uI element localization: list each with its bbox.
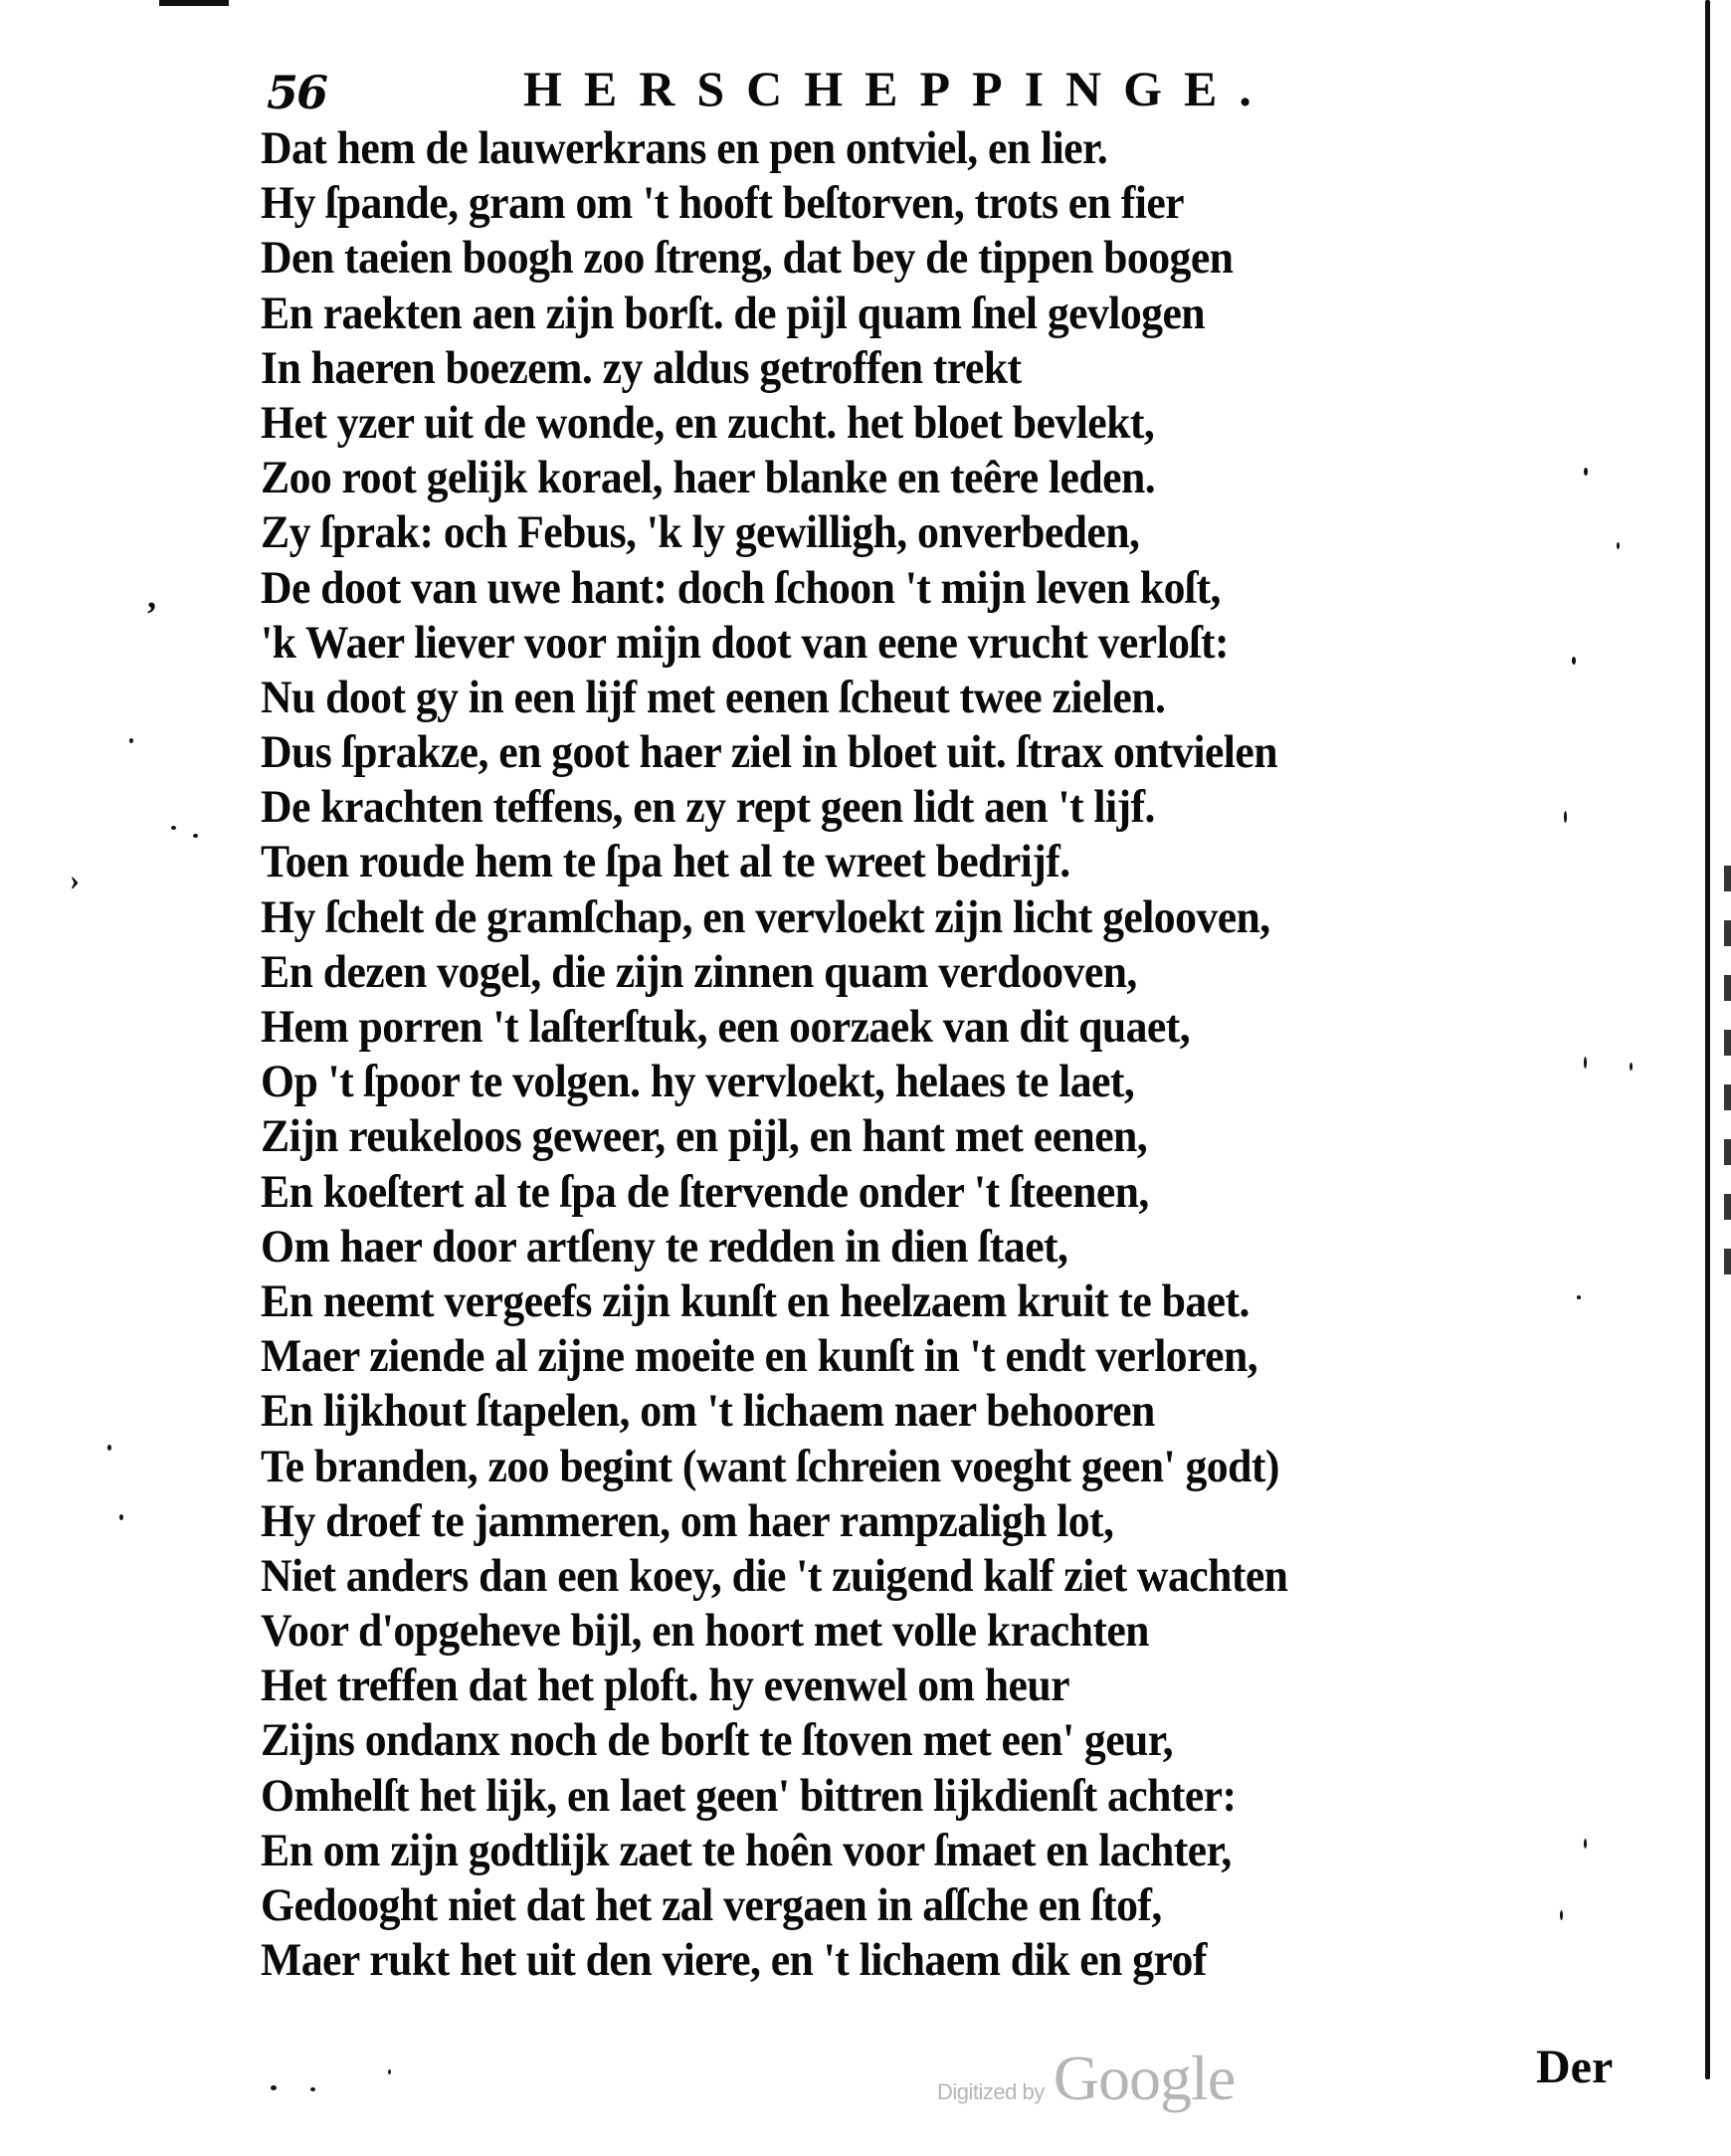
verse-line: Den taeien boogh zoo ſtreng, dat bey de tippen boogen	[261, 232, 1234, 285]
verse-line: Hem porren 't laſterſtuk, een oorzaek van dit quaet,	[261, 1001, 1191, 1053]
margin-speck	[1560, 1910, 1563, 1920]
verse-line: Omhelſt het lijk, en laet geen' bittren lijkdienſt achter:	[261, 1769, 1237, 1822]
verse-line: Hy ſpande, gram om 't hooft beſtorven, trots en fier	[261, 177, 1185, 230]
verse-line: En koeſtert al te ſpa de ſtervende onder 't ſteenen,	[261, 1165, 1149, 1218]
verse-line: Maer rukt het uit den viere, en 't lichaem dik en grof	[261, 1934, 1207, 1987]
margin-speck	[193, 834, 198, 838]
scan-artifact	[159, 0, 229, 6]
verse-line: Het yzer uit de wonde, en zucht. het bloet bevlekt,	[261, 396, 1155, 449]
verse-line: Hy ſchelt de gramſchap, en vervloekt zijn licht gelooven,	[261, 890, 1270, 943]
watermark-prefix: Digitized by	[937, 2079, 1045, 2104]
verse-line: Hy droef te jammeren, om haer rampzaligh lot,	[261, 1494, 1114, 1547]
verse-line: Gedooght niet dat het zal vergaen in aſſche en ſtof,	[261, 1879, 1162, 1931]
verse-line: Nu doot gy in een lijf met eenen ſcheut twee zielen.	[261, 671, 1166, 723]
verse-line: In haeren boezem. zy aldus getroffen trekt	[261, 341, 1022, 394]
verse-line: Op 't ſpoor te volgen. hy vervloekt, helaes te laet,	[261, 1056, 1135, 1108]
verse-line: En dezen vogel, die zijn zinnen quam verdooven,	[261, 945, 1137, 998]
verse-line: Zy ſprak: och Febus, 'k ly gewilligh, onverbeden,	[261, 506, 1140, 559]
margin-speck	[271, 2085, 277, 2090]
verse-line: Zijn reukeloos geweer, en pijl, en hant met eenen,	[261, 1110, 1148, 1163]
verse-line: En raekten aen zijn borſt. de pijl quam ſnel gevlogen	[261, 287, 1206, 339]
margin-speck	[1584, 1839, 1587, 1849]
margin-speck	[119, 1514, 123, 1520]
verse-line: De krachten teffens, en zy rept geen lidt aen 't lijf.	[261, 781, 1155, 834]
verse-line: En lijkhout ſtapelen, om 't lichaem naer behooren	[261, 1385, 1155, 1438]
margin-speck	[107, 1445, 111, 1451]
verse-line: Het treffen dat het ploft. hy evenwel om heur	[261, 1660, 1069, 1712]
margin-speck: ›	[70, 864, 80, 896]
catchword: Der	[1536, 2041, 1614, 2093]
running-title: HERSCHEPPINGE.	[523, 61, 1273, 116]
margin-speck	[129, 738, 133, 743]
margin-speck	[1630, 1063, 1633, 1071]
page-number: 56	[267, 66, 327, 119]
margin-speck	[1577, 1295, 1581, 1299]
verse-line: Zijns ondanx noch de borſt te ſtoven met een' geur,	[261, 1714, 1173, 1767]
margin-speck	[171, 826, 176, 830]
verse-line: Toen roude hem te ſpa het al te wreet bedrijf.	[261, 836, 1070, 888]
margin-speck	[1572, 657, 1576, 665]
verse-line: En om zijn godtlijk zaet te hoên voor ſmaet en lachter,	[261, 1824, 1232, 1876]
verse-line: 'k Waer liever voor mijn doot van eene vrucht verloſt:	[261, 616, 1230, 669]
page-gutter-edge	[1705, 0, 1710, 2079]
margin-speck	[1564, 811, 1567, 823]
google-logo-text: Google	[1053, 2043, 1236, 2113]
margin-speck	[1584, 1057, 1587, 1069]
verse-line: Dat hem de lauwerkrans en pen ontviel, en lier.	[261, 122, 1108, 174]
verse-line: Dus ſprakze, en goot haer ziel in bloet uit. ſtrax ontvielen	[261, 726, 1277, 779]
verse-line: Om haer door artſeny te redden in dien ſtaet,	[261, 1220, 1068, 1273]
margin-speck	[1617, 542, 1620, 549]
verse-line: Voor d'opgeheve bijl, en hoort met volle krachten	[261, 1605, 1149, 1658]
margin-speck	[388, 2069, 391, 2074]
verse-line: Maer ziende al zijne moeite en kunſt in 't endt verloren,	[261, 1330, 1258, 1383]
margin-speck	[310, 2087, 315, 2091]
margin-speck: ,	[147, 576, 156, 616]
facing-page-bleed	[1724, 866, 1731, 1303]
running-head	[267, 60, 1381, 129]
verse-line: Niet anders dan een koey, die 't zuigend kalf ziet wachten	[261, 1549, 1288, 1602]
verse-line: De doot van uwe hant: doch ſchoon 't mijn leven koſt,	[261, 561, 1221, 614]
margin-speck	[1584, 468, 1588, 476]
verse-line: En neemt vergeefs zijn kunſt en heelzaem kruit te baet.	[261, 1274, 1250, 1327]
verse-text	[261, 121, 1643, 1988]
verse-line: Zoo root gelijk korael, haer blanke en teêre leden.	[261, 452, 1156, 504]
digitized-by-google-watermark	[937, 2042, 1235, 2115]
verse-line: Te branden, zoo begint (want ſchreien voeght geen' godt)	[261, 1440, 1279, 1492]
